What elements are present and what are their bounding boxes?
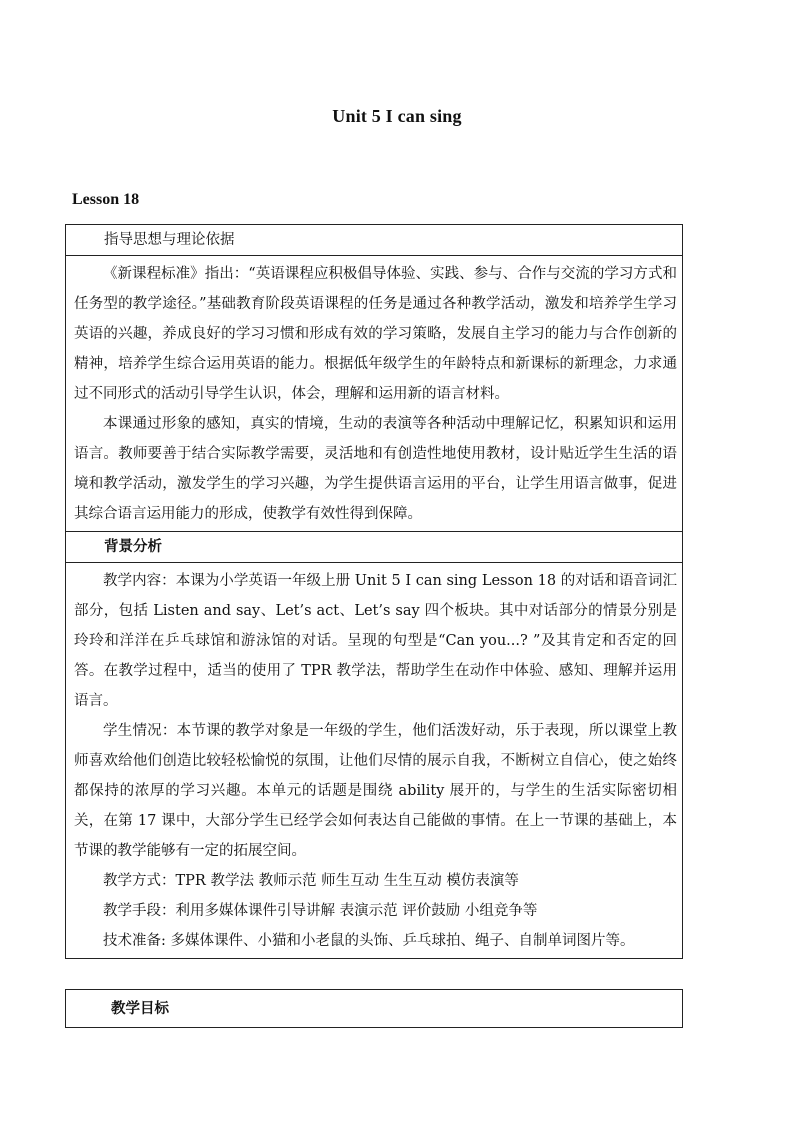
background-tech-paragraph: 技术准备: 多媒体课件、小猫和小老鼠的头饰、乒乓球拍、绳子、自制单词图片等。: [103, 933, 635, 949]
background-body: [66, 563, 683, 959]
teaching-goals-heading: 教学目标: [66, 990, 683, 1028]
teaching-goals-table: [65, 989, 683, 1028]
guiding-thoughts-body-row: [66, 256, 683, 532]
background-body-row: [66, 563, 683, 959]
background-header-row: [66, 532, 683, 563]
background-heading: 背景分析: [66, 532, 683, 563]
guiding-thoughts-paragraph-2: 本课通过形象的感知，真实的情境，生动的表演等各种活动中理解记忆，积累知识和运用语言。教师要善于结合实际教学需要，灵活地和有创造性地使用教材，设计贴近学生生活的语境和教学活动，激发学生的学习兴趣，为学生提供语言运用的平台，让学生用语言做事，促进其综合语言运用能力的形成，使教学有效性得到保障。: [74, 416, 677, 522]
lesson-label: Lesson 18: [72, 191, 140, 208]
background-methods-paragraph: 教学方式：TPR 教学法 教师示范 师生互动 生生互动 模仿表演等: [103, 873, 519, 889]
teaching-goals-header-row: [66, 990, 683, 1028]
background-content-paragraph: 教学内容：本课为小学英语一年级上册 Unit 5 I can sing Lesson 18 的对话和语音词汇部分，包括 Listen and say、Let’s act、Let’s say 四个板块。其中对话部分的情景分别是玲玲和洋洋在乒乓球馆和游泳馆的对话。呈现的句型是“Can you...? ”及其肯定和否定的回答。在教学过程中，适当的使用了 TPR 教学法，帮助学生在动作中体验、感知、理解并运用语言。: [74, 573, 677, 709]
guiding-thoughts-paragraph-1: 《新课程标准》指出：“英语课程应积极倡导体验、实践、参与、合作与交流的学习方式和任务型的教学途径。”基础教育阶段英语课程的任务是通过各种教学活动，激发和培养学生学习英语的兴趣，养成良好的学习习惯和形成有效的学习策略，发展自主学习的能力与合作创新的精神，培养学生综合运用英语的能力。根据低年级学生的年龄特点和新课标的新理念，力求通过不同形式的活动引导学生认识，体会，理解和运用新的语言材料。: [74, 266, 677, 402]
guiding-thoughts-body: [66, 256, 683, 532]
lesson-plan-table: [65, 224, 683, 959]
guiding-thoughts-header-row: [66, 225, 683, 256]
background-students-paragraph: 学生情况：本节课的教学对象是一年级的学生，他们活泼好动，乐于表现，所以课堂上教师喜欢给他们创造比较轻松愉悦的氛围，让他们尽情的展示自我，不断树立自信心，使之始终都保持的浓厚的学习兴趣。本单元的话题是围绕 ability 展开的，与学生的生活实际密切相关，在第 17 课中，大部分学生已经学会如何表达自己能做的事情。在上一节课的基础上，本节课的教学能够有一定的拓展空间。: [74, 723, 677, 859]
document-title: Unit 5 I can sing: [332, 106, 462, 126]
background-means-paragraph: 教学手段：利用多媒体课件引导讲解 表演示范 评价鼓励 小组竞争等: [103, 903, 538, 919]
guiding-thoughts-heading: 指导思想与理论依据: [66, 225, 683, 256]
